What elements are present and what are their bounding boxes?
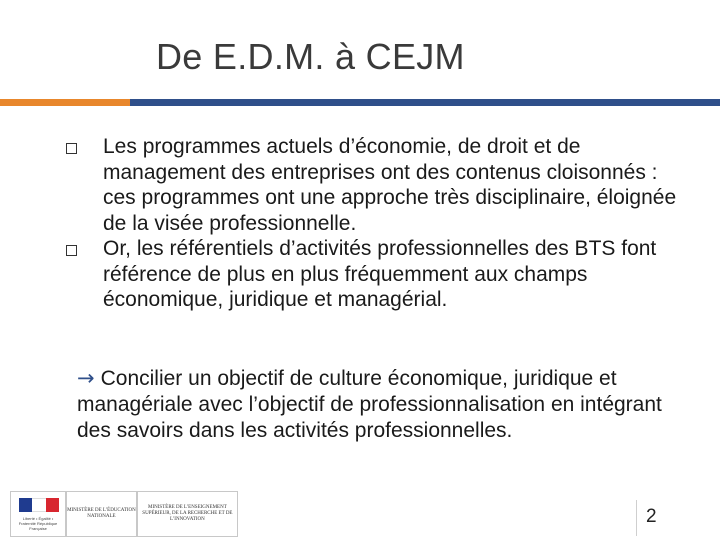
bullet-list xyxy=(60,134,680,313)
logo-text: MINISTÈRE DE L’ÉDUCATION NATIONALE xyxy=(67,508,136,519)
logo-text: MINISTÈRE DE L’ENSEIGNEMENT SUPÉRIEUR, DE LA RECHERCHE ET DE L’INNOVATION xyxy=(142,505,233,522)
square-bullet-icon xyxy=(66,143,77,154)
bullet-item xyxy=(60,134,680,236)
divider-orange-segment xyxy=(0,99,130,106)
education-nationale-logo xyxy=(66,491,137,537)
conclusion-paragraph xyxy=(77,365,697,444)
title-divider xyxy=(0,99,720,106)
enseignement-superieur-logo xyxy=(137,491,238,537)
conclusion-text: Concilier un objectif de culture économique, juridique et managériale avec l’objectif de professionnalisation en intégrant des savoirs dans les activités professionnelles. xyxy=(77,367,662,442)
page-number-divider xyxy=(636,500,637,536)
bullet-text: Les programmes actuels d’économie, de droit et de management des entreprises ont des contenus cloisonnés : ces programmes ont une approche très disciplinaire, éloignée de la visée professionnelle. xyxy=(103,135,677,235)
logo-caption: Liberté • Égalité • Fraternité République Française xyxy=(18,516,58,531)
french-flag-icon xyxy=(19,498,59,512)
slide-title: De E.D.M. à CEJM xyxy=(156,36,465,77)
bullet-text: Or, les référentiels d’activités professionnelles des BTS font référence de plus en plus fréquemment aux champs économique, juridique et managérial. xyxy=(103,237,657,311)
bullet-item xyxy=(60,236,680,313)
arrow-right-icon: → xyxy=(77,366,95,390)
republique-francaise-logo xyxy=(10,491,66,537)
divider-blue-segment xyxy=(130,99,720,106)
ministry-logos xyxy=(10,491,238,535)
page-number: 2 xyxy=(646,506,657,527)
square-bullet-icon xyxy=(66,245,77,256)
